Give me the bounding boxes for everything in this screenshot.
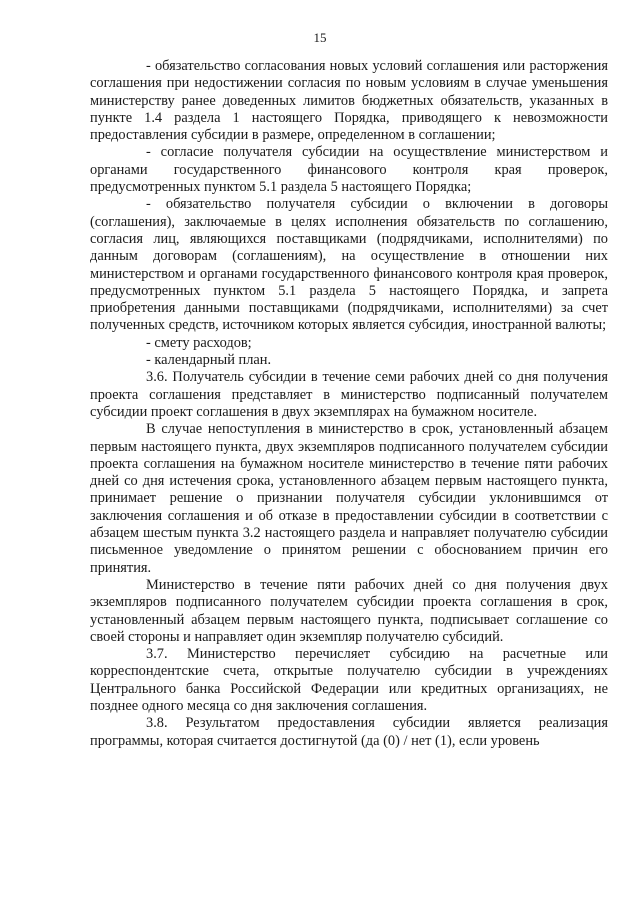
paragraph-6: 3.6. Получатель субсидии в течение семи рабочих дней со дня получения проекта соглашения представляет в министерство подписанный получателем субсидии проект соглашения в двух экземплярах на бумажном носителе. (90, 369, 608, 420)
paragraph-10: 3.8. Результатом предоставления субсидии является реализация программы, которая считается достигнутой (да (0) / нет (1), если уровень (90, 715, 608, 749)
paragraph-5: - календарный план. (146, 352, 272, 369)
paragraph-7: В случае непоступления в министерство в срок, установленный абзацем первым настоящего пункта, двух экземпляров подписанного получателем субсидии проекта соглашения на бумажном носителе министерство в течение пяти рабочих дней со дня истечения срока, установленного абзацем первым настоящего пункта, принимает решение о признании получателя субсидии уклонившимся от заключения соглашения и об отказе в предоставлении субсидии в соответствии с абзацем шестым пункта 3.2 настоящего раздела и направляет получателю субсидии письменное уведомление о принятом решении с обоснованием причин его принятия. (90, 421, 608, 576)
paragraph-4: - смету расходов; (146, 334, 252, 351)
paragraph-2: - согласие получателя субсидии на осуществление министерством и органами государственного финансового контроля края проверок, предусмотренных пунктом 5.1 раздела 5 настоящего Порядка; (90, 144, 608, 196)
page-number: 15 (313, 30, 327, 45)
paragraph-8: Министерство в течение пяти рабочих дней со дня получения двух экземпляров подписанного получателем субсидии проекта соглашения в срок, установленный абзацем первым настоящего пункта, подписывает соглашение со своей стороны и направляет один экземпляр получателю субсидий. (90, 576, 608, 645)
paragraph-1: - обязательство согласования новых условий соглашения или расторжения соглашения при недостижении согласия по новым условиям в случае уменьшения министерству ранее доведенных лимитов бюджетных обязательств, указанных в пункте 1.4 раздела 1 настоящего Порядка, приводящего к невозможности предоставления субсидии в размере, определенном в соглашении; (90, 58, 608, 144)
paragraph-9: 3.7. Министерство перечисляет субсидию на расчетные или корреспондентские счета, открытые получателю субсидии в учреждениях Центрального банка Российской Федерации или кредитных организациях, не позднее одного месяца со дня заключения соглашения. (90, 646, 608, 714)
paragraph-3: - обязательство получателя субсидии о включении в договоры (соглашения), заключаемые в целях исполнения обязательств по соглашению, согласия лиц, являющихся поставщиками (подрядчиками, исполнителями) по данным договорам (соглашениям), на осуществление в отношении них министерством и органами государственного финансового контроля края проверок, предусмотренных пунктом 5.1 раздела 5 настоящего Порядка, и запрета приобретения данными поставщиками (подрядчиками, исполнителями) за счет полученных средств, источником которых является субсидия, иностранной валюты; (90, 196, 608, 334)
document-body (90, 58, 608, 750)
